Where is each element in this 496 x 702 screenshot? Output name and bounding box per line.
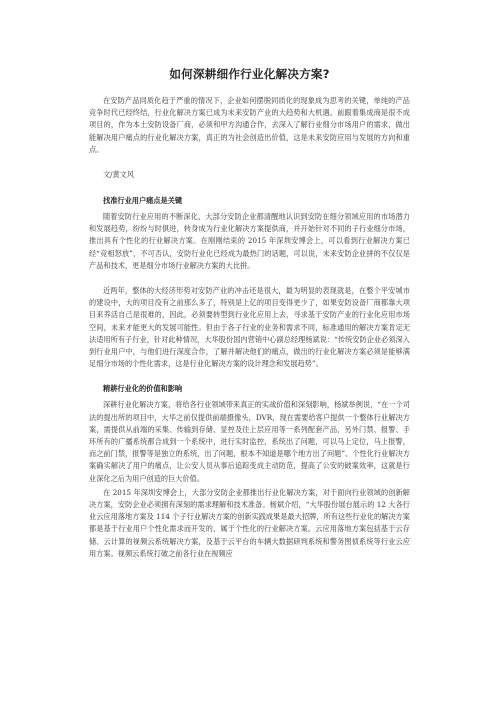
section2-paragraph-2: 在 2015 年深圳安博会上，大部分安防企业都推出行业化解决方案，对于面向行业领域的创新解决方案，安防企业必须拥有深刻的需求理解和技术准备。杨斌介绍，“大华股份展台展示的 12 大各行业云应用落地方案及 114 个子行业解决方案的创新实践成果是最大招牌，所有这些行业化的解决方案都是基于行业用户个性化需求而开发的，属于个性化的行业解决方案。云应用落地方案包括基于云存储、云计算的视频云系统解决方案，及基于云平台的车辆大数据研判系统和警务图侦系统等行业云应用方案。视频云系统打破之前各行业在视频应 bbox=[89, 487, 410, 558]
section1-paragraph-2: 近两年，整体的大经济形势对安防产业的冲击还是很大，最为明显的表现就是，在整个平安城市的建设中，大的项目没有之前那么多了，特别是上亿的项目变得更少了，如果安防设备厂商都靠大项目来养活自己是很难的，因此，必须要转型到行业化应用上去，寻求基于安防产业的行业化应用市场空间，未来才能更大的发展可能性。但由于各子行业的业务和需求不同，标准通用的解决方案肯定无法适用所有子行业，针对此种情况，大华股份国内营销中心副总经理杨斌说：“传统安防企业必须深入到行业用户中，与他们进行深度合作，了解并解决他们的痛点，做出的行业化解决方案必须是能够满足细分市场的个性化需求，这是行业化解决方案的设计理念和发展趋势”。 bbox=[89, 286, 410, 369]
section-heading-value: 精耕行业化的价值和影响 bbox=[103, 384, 183, 394]
document-title: 如何深耕细作行业化解决方案? bbox=[169, 67, 330, 81]
section-heading-pain-points: 找准行业用户痛点是关键 bbox=[103, 196, 183, 206]
section1-paragraph-1: 随着安防行业应用的不断深化，大部分安防企业都清醒地认识到安防在细分领域应用的市场潜力和发展趋势，纷纷与时俱进，转身成为行业化解决方案提供商，并开始针对不同的子行业细分市场，推出具有个性化的行业解决方案。在刚刚结束的 2015 年深圳安博会上，可以看到行业解决方案已经“竞相怒放”，不可否认，安防行业化已经成为最热门的话题，可以说，未来安防企业拼的不仅仅是产品和技术，更是细分市场行业解决方案的大比拼。 bbox=[89, 212, 410, 270]
section2-paragraph-1: 深耕行业化解决方案，将给各行业领域带来真正的实战价值和深刻影响，杨斌举例说，“在一个司法的提出所的项目中，大华之前仅提供前端摄像头，DVR，现在需要给客户提供一个整体行业解决方案，需提供从前端的采集、传输到存储、显控及往上层应用等一系列配套产品，另外门禁、报警、手环所有的广播系统都合成到一个系统中，进行实时监控，系统出了问题，可以马上定位，马上报警，而之前门禁，报警等是独立的系统，出了问题，根本不知道是哪个地方出了问题”。个性化行业解决方案确实解决了用户的痛点，让公安人员从事后追踪变成主动防范，提高了公安的破案效率，这就是行业深化之后为用户创造的巨大价值。 bbox=[89, 400, 410, 483]
intro-paragraph: 在安防产品同质化趋于严重的情况下，企业如何摆脱同质化的现象成为思考的关键，单纯的产品竞争时代已经终结，行业化解决方案已成为未来安防产业的大趋势和大机遇。前跟着集成商是很不成项目的，作为本土安防设备厂商，必须和甲方沟通合作，去深入了解行业细分市场用户的需求，做出能解决用户痛点的行业化解决方案，真正的为社会创造出价值，这是未来安防应用与发展的方向和重点。 bbox=[89, 96, 410, 154]
author-line: 文/黄文风 bbox=[103, 170, 134, 180]
